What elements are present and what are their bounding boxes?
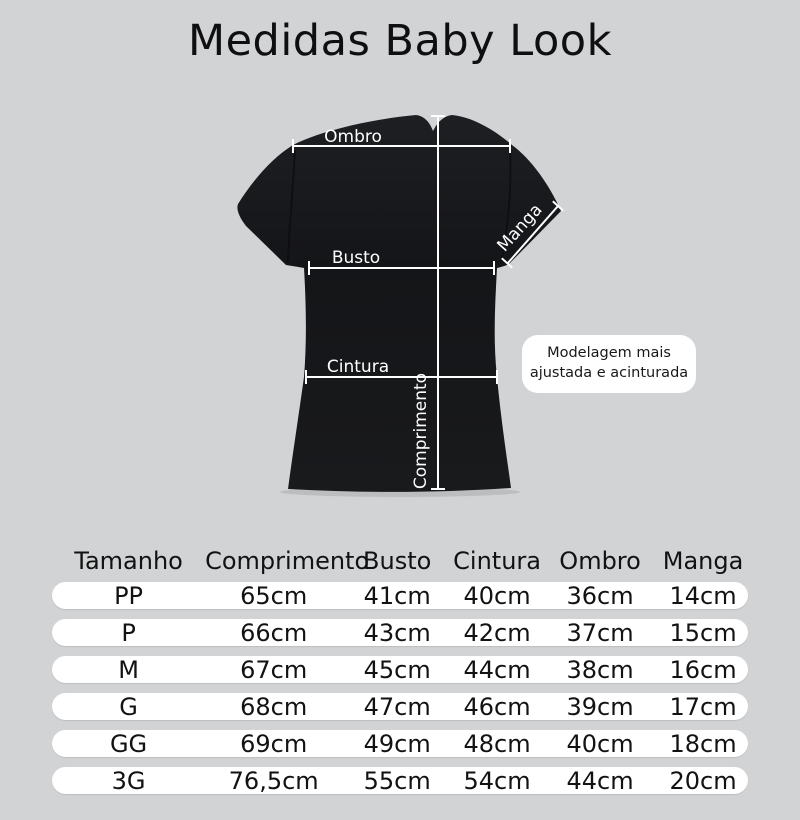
cell-manga: 14cm (669, 581, 737, 610)
page-title: Medidas Baby Look (188, 16, 612, 66)
cell-busto: 55cm (363, 766, 431, 795)
cell-cintura: 54cm (463, 766, 531, 795)
cell-size: GG (109, 729, 148, 758)
cell-manga: 18cm (669, 729, 737, 758)
table-row-p (52, 619, 748, 646)
header-ombro: Ombro (559, 546, 641, 575)
header-comprimento: Comprimento (205, 546, 370, 575)
cell-comprimento: 69cm (240, 729, 308, 758)
cell-busto: 45cm (363, 655, 431, 684)
cell-comprimento: 65cm (240, 581, 308, 610)
cell-size: 3G (111, 766, 146, 795)
header-manga: Manga (662, 546, 744, 575)
cell-manga: 16cm (669, 655, 737, 684)
cell-cintura: 42cm (463, 618, 531, 647)
header-busto: Busto (363, 546, 432, 575)
cell-comprimento: 76,5cm (228, 766, 319, 795)
header-cintura: Cintura (453, 546, 541, 575)
cell-comprimento: 67cm (240, 655, 308, 684)
cell-comprimento: 66cm (240, 618, 308, 647)
cintura-label: Cintura (326, 357, 390, 377)
note-box (522, 335, 696, 393)
cell-comprimento: 68cm (240, 692, 308, 721)
cell-manga: 17cm (669, 692, 737, 721)
cell-busto: 49cm (363, 729, 431, 758)
comprimento-label: Comprimento (411, 372, 431, 490)
note-line1: Modelagem mais (547, 345, 671, 362)
cell-cintura: 40cm (463, 581, 531, 610)
cell-ombro: 39cm (566, 692, 634, 721)
cell-ombro: 36cm (566, 581, 634, 610)
busto-label: Busto (331, 248, 381, 268)
cell-cintura: 48cm (463, 729, 531, 758)
table-row-pp (52, 582, 748, 609)
cell-cintura: 46cm (463, 692, 531, 721)
cell-manga: 20cm (669, 766, 737, 795)
cell-ombro: 44cm (566, 766, 634, 795)
table-row-gg (52, 730, 748, 757)
cell-size: G (119, 692, 138, 721)
table-row-m (52, 656, 748, 683)
cell-busto: 47cm (363, 692, 431, 721)
manga-label: Manga (493, 200, 547, 256)
header-tamanho: Tamanho (74, 546, 183, 575)
table-row-3g (52, 767, 748, 794)
cell-busto: 41cm (363, 581, 431, 610)
cell-size: M (118, 655, 139, 684)
cell-cintura: 44cm (463, 655, 531, 684)
tshirt-silhouette (237, 115, 561, 492)
cell-ombro: 37cm (566, 618, 634, 647)
note-line2: ajustada e acinturada (529, 365, 689, 381)
cell-busto: 43cm (363, 618, 431, 647)
cell-ombro: 38cm (566, 655, 634, 684)
cell-ombro: 40cm (566, 729, 634, 758)
size-table (52, 547, 748, 804)
ombro-label: Ombro (324, 127, 382, 147)
cell-manga: 15cm (669, 618, 737, 647)
table-header-row (52, 547, 748, 574)
cell-size: P (121, 618, 136, 647)
table-row-g (52, 693, 748, 720)
cell-size: PP (114, 581, 144, 610)
